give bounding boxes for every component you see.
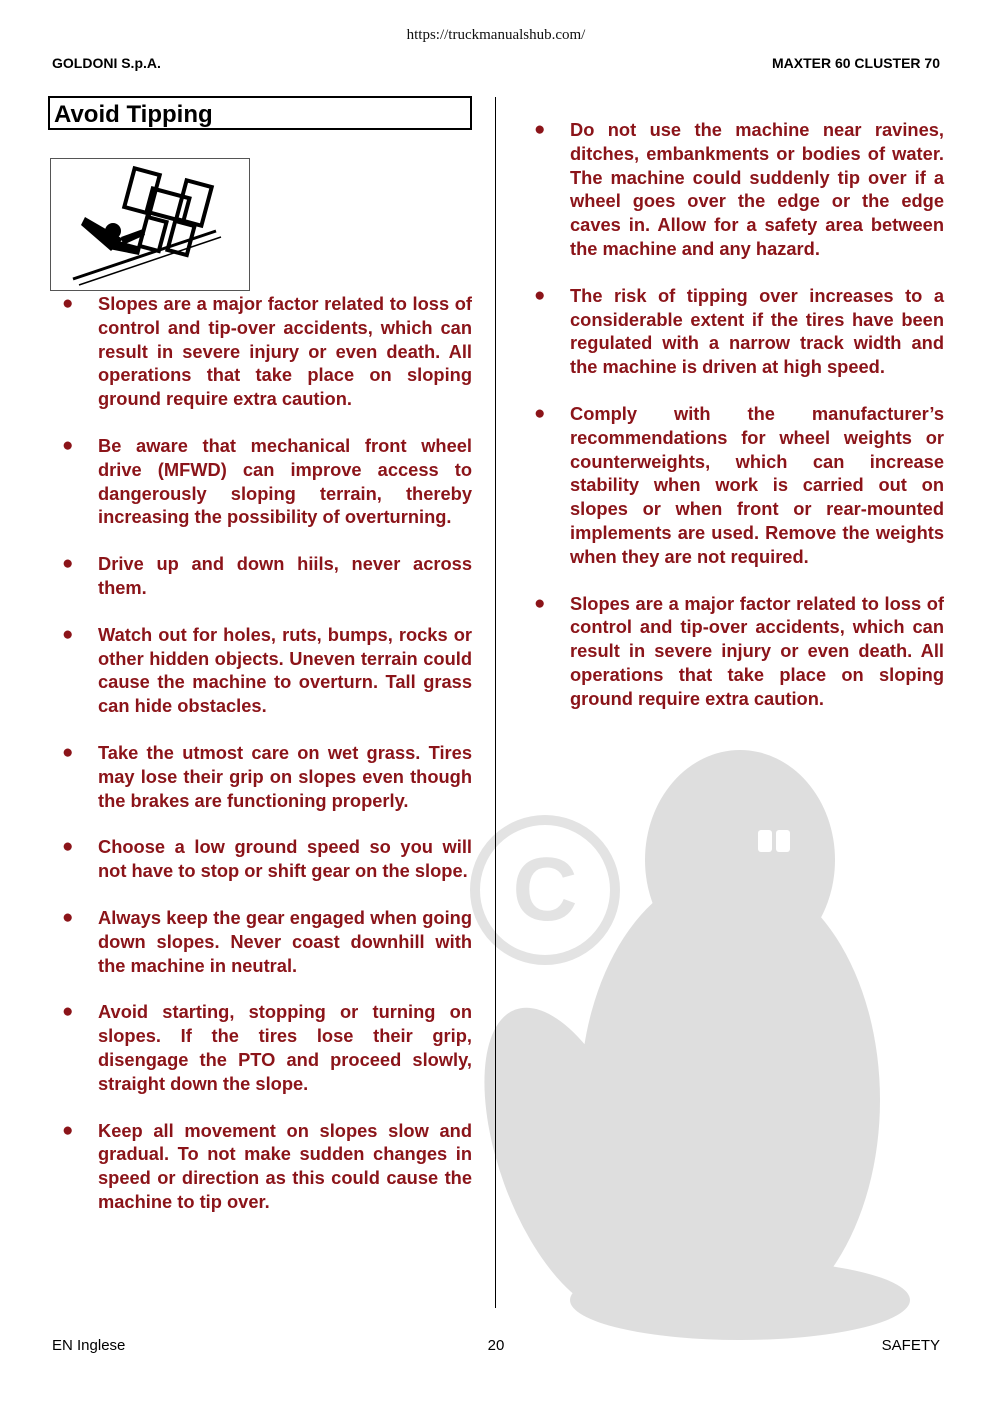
page-number: 20 [487, 1337, 505, 1354]
bullet-icon: ● [62, 906, 74, 928]
list-item-text: Slopes are a major factor related to loss of control and tip-over accidents, which can result in severe injury or even death. All operations that take place on sloping ground require extra caution. [98, 293, 472, 410]
list-item [62, 552, 472, 600]
list-item [534, 284, 944, 379]
bullet-icon: ● [62, 836, 74, 858]
left-column [62, 292, 472, 1237]
list-item-text: Be aware that mechanical front wheel drive (MFWD) can improve access to dangerously sloping terrain, thereby increasing the possibility of overturning. [98, 434, 472, 528]
list-item [62, 434, 472, 529]
section-title: Avoid Tipping [48, 96, 472, 130]
list-item [62, 741, 472, 812]
list-item-text: Comply with the manufacturer’s recommendations for wheel weights or counterweights, which can increase stability when work is carried out on slopes or when front or rear-mounted implements are used. Remove the weights when they are not required. [570, 402, 944, 567]
footer-chapter: SAFETY [881, 1337, 940, 1354]
list-item [534, 592, 944, 711]
bullet-icon: ● [534, 284, 546, 306]
bullet-icon: ● [534, 402, 546, 424]
list-item-text: Watch out for holes, ruts, bumps, rocks or other hidden objects. Uneven terrain could cause the machine to overturn. Tall grass can hide obstacles. [98, 623, 472, 717]
list-item-text: Choose a low ground speed so you will not have to stop or shift gear on the slope. [98, 836, 472, 882]
list-item-text: Do not use the machine near ravines, ditches, embankments or bodies of water. The machine could suddenly tip over if a wheel goes over the edge or the edge caves in. Allow for a safety area between the machine and any hazard. [570, 119, 944, 259]
column-divider [495, 97, 496, 1308]
bullet-icon: ● [62, 1119, 74, 1141]
tractor-tipping-on-slope-icon [51, 159, 249, 290]
list-item [62, 292, 472, 411]
tipping-illustration [50, 158, 250, 291]
model-name: MAXTER 60 CLUSTER 70 [771, 55, 940, 71]
list-item-text: Keep all movement on slopes slow and gradual. To not make sudden changes in speed or direction as this could cause the machine to tip over. [98, 1119, 472, 1212]
list-item [62, 623, 472, 718]
bullet-icon: ● [534, 119, 546, 140]
list-item [62, 835, 472, 883]
list-item-text: Avoid starting, stopping or turning on slopes. If the tires lose their grip, disengage the PTO and proceed slowly, straight down the slope. [98, 1001, 472, 1094]
list-item [62, 906, 472, 977]
svg-text:C: C [512, 840, 578, 940]
list-item [534, 402, 944, 569]
footer-language: EN Inglese [52, 1337, 126, 1354]
company-name: GOLDONI S.p.A. [52, 55, 161, 71]
list-item [62, 1119, 472, 1214]
bullet-icon: ● [62, 741, 74, 763]
source-url[interactable]: https://truckmanualshub.com/ [406, 27, 586, 43]
bullet-icon: ● [62, 1001, 74, 1023]
bullet-icon: ● [62, 553, 74, 575]
bullet-icon: ● [534, 592, 546, 614]
right-column [534, 118, 944, 734]
list-item [62, 1000, 472, 1095]
bullet-icon: ● [62, 434, 74, 456]
list-item-text: Take the utmost care on wet grass. Tires may lose their grip on slopes even though the brakes are functioning properly. [98, 741, 472, 811]
list-item-text: Drive up and down hiils, never across them. [98, 553, 472, 598]
list-item-text: The risk of tipping over increases to a considerable extent if the tires have been regulated with a narrow track width and the machine is driven at high speed. [570, 284, 944, 378]
bullet-icon: ● [62, 293, 74, 314]
bullet-icon: ● [62, 623, 74, 645]
marmot-watermark-icon [440, 740, 920, 1340]
list-item [534, 118, 944, 261]
list-item-text: Always keep the gear engaged when going down slopes. Never coast downhill with the machine in neutral. [98, 906, 472, 976]
list-item-text: Slopes are a major factor related to loss of control and tip-over accidents, which can result in severe injury or even death. All operations that take place on sloping ground require extra caution. [570, 592, 944, 709]
